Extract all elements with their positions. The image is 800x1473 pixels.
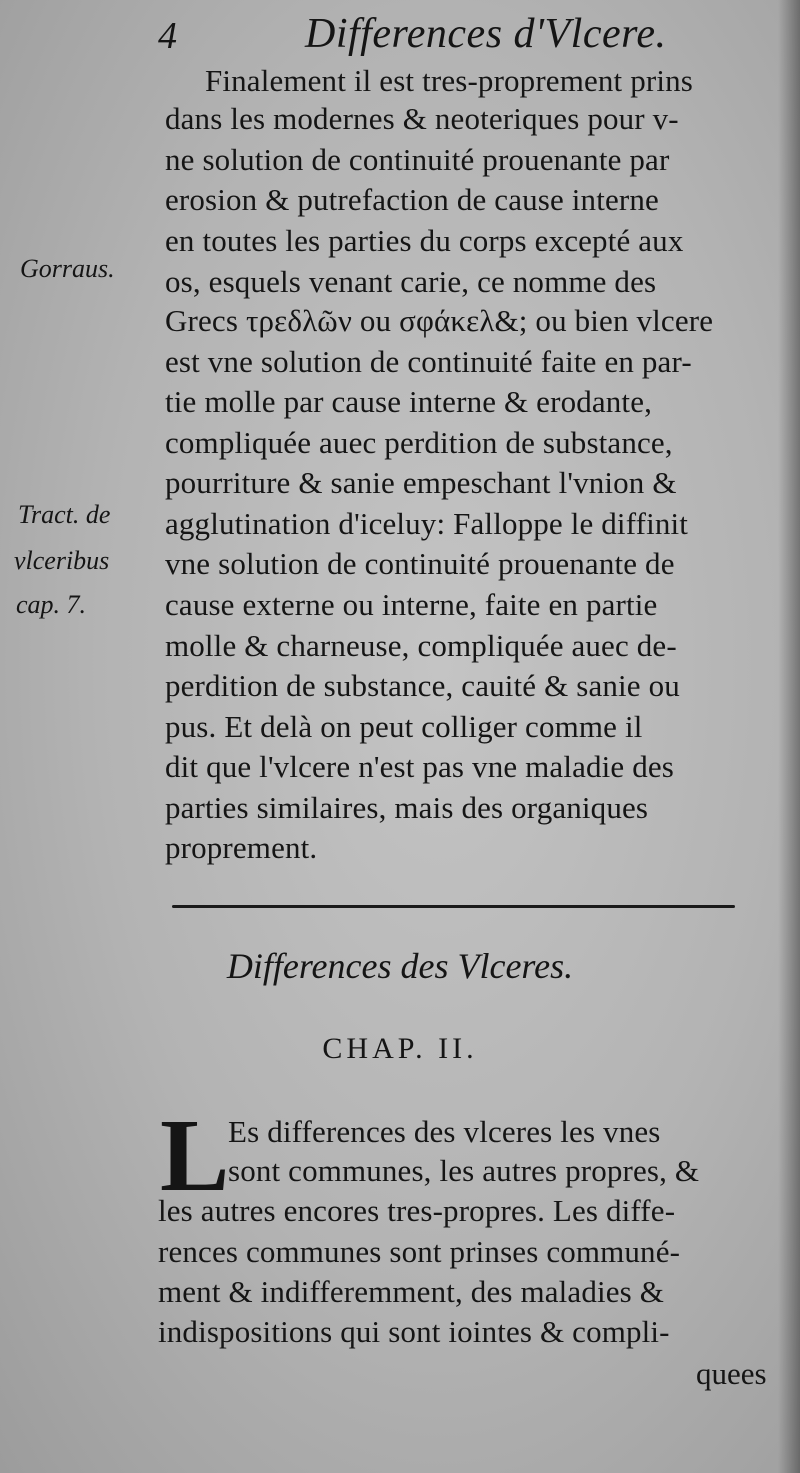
- text-line: ment & indifferemment, des maladies &: [158, 1274, 665, 1309]
- running-head: Differences d'Vlcere.: [305, 11, 667, 57]
- text-line: sont communes, les autres propres, &: [228, 1153, 700, 1188]
- margin-note: Gorraus.: [20, 254, 115, 283]
- text-line: ne solution de continuité prouenante par: [165, 142, 670, 177]
- text-line: pus. Et delà on peut colliger comme il: [165, 709, 643, 744]
- text-line: cause externe ou interne, faite en partie: [165, 587, 658, 622]
- page-header: [0, 8, 800, 58]
- text-line: proprement.: [165, 830, 318, 865]
- margin-note: vlceribus: [14, 546, 110, 575]
- text-line: vne solution de continuité prouenante de: [165, 546, 675, 581]
- text-line: agglutination d'iceluy: Falloppe le diffinit: [165, 506, 689, 541]
- text-line: os, esquels venant carie, ce nomme des: [165, 264, 657, 299]
- text-line: perdition de substance, cauité & sanie ou: [165, 668, 680, 703]
- text-line: dans les modernes & neoteriques pour v-: [165, 101, 679, 136]
- text-line: rences communes sont prinses communé-: [158, 1234, 681, 1269]
- text-line: dit que l'vlcere n'est pas vne maladie des: [165, 749, 674, 784]
- text-line: compliquée auec perdition de substance,: [165, 425, 673, 460]
- text-line: indispositions qui sont iointes & compli-: [158, 1314, 670, 1349]
- text-line: Es differences des vlceres les vnes: [228, 1114, 661, 1149]
- drop-cap: L: [160, 1098, 230, 1213]
- text-line: est vne solution de continuité faite en par-: [165, 344, 692, 379]
- text-line: tie molle par cause interne & erodante,: [165, 384, 653, 419]
- margin-note: Tract. de: [18, 500, 111, 529]
- section-divider: [172, 905, 735, 908]
- text-line: pourriture & sanie empeschant l'vnion &: [165, 465, 677, 500]
- text-line: les autres encores tres-propres. Les diffe-: [158, 1193, 676, 1228]
- chapter-heading: CHAP. II.: [322, 1032, 478, 1065]
- text-line: Grecs τρεδλῶν ou σφάκελ&; ou bien vlcere: [165, 303, 714, 338]
- section-title: Differences des Vlceres.: [226, 946, 574, 986]
- text-line: erosion & putrefaction de cause interne: [165, 182, 659, 217]
- text-line: parties similaires, mais des organiques: [165, 790, 649, 825]
- text-line: Finalement il est tres-proprement prins: [205, 63, 693, 98]
- page-number: 4: [158, 15, 177, 57]
- text-line: molle & charneuse, compliquée auec de-: [165, 628, 677, 663]
- text-line: en toutes les parties du corps excepté aux: [165, 223, 684, 258]
- catchword: quees: [696, 1356, 767, 1391]
- margin-note: cap. 7.: [16, 590, 87, 619]
